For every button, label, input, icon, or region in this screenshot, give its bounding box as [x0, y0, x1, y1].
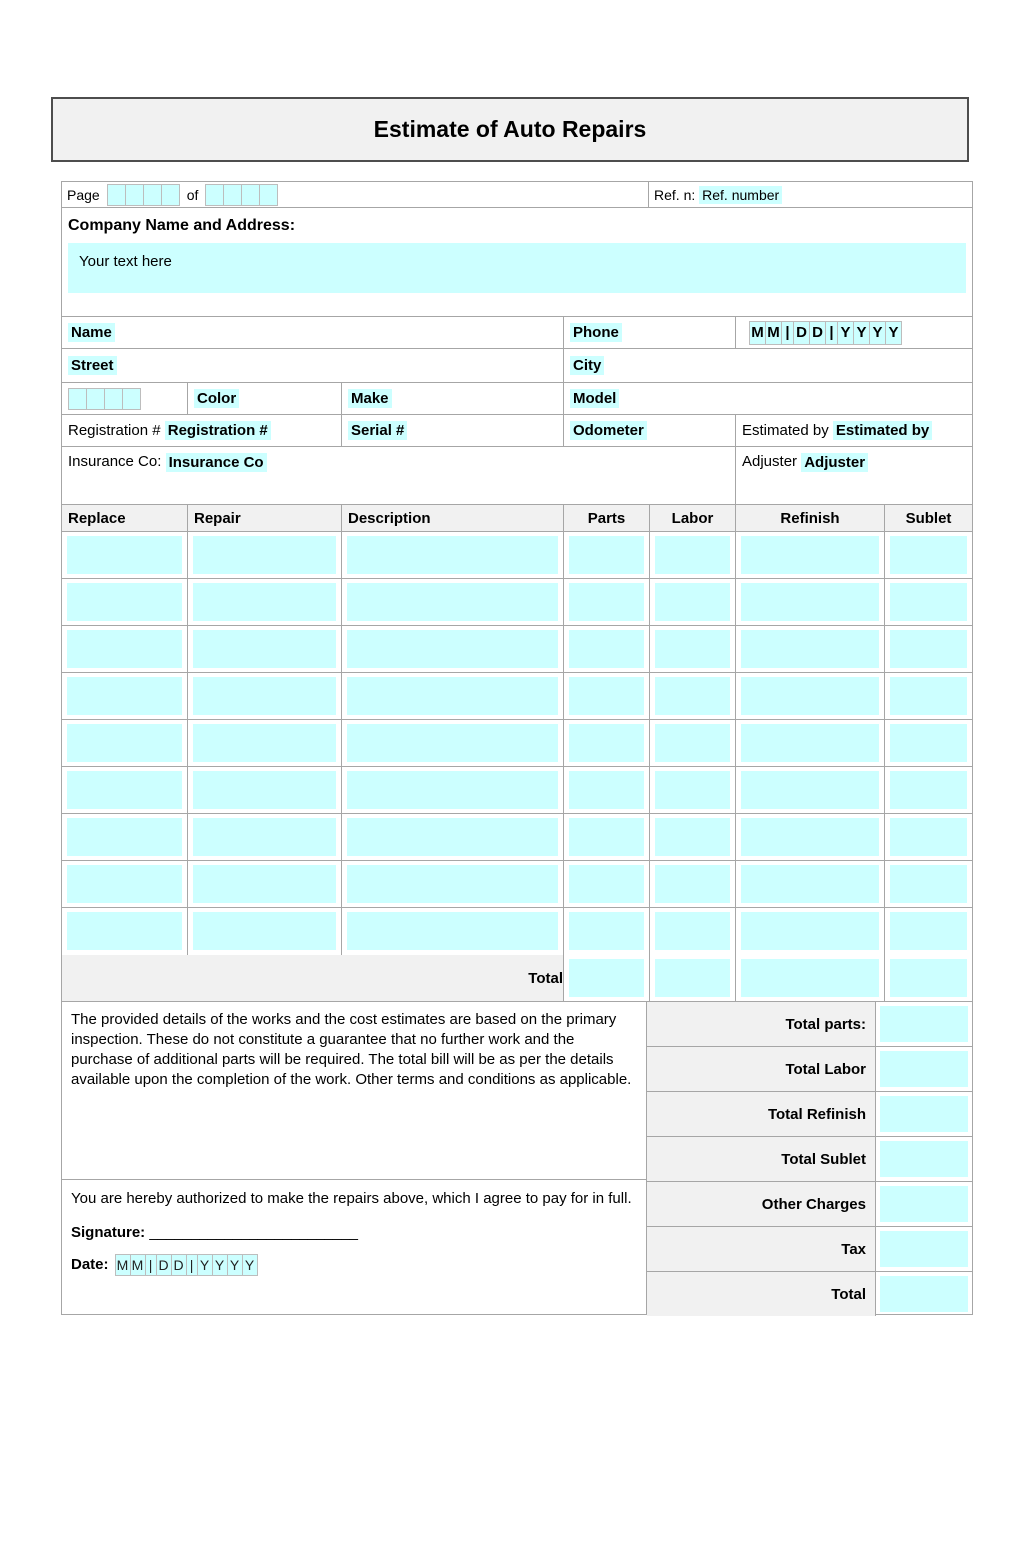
labor-input[interactable]	[655, 724, 730, 762]
insurance-label: Insurance Co:	[68, 453, 162, 470]
repairs-table-row	[62, 532, 972, 579]
adjuster-label: Adjuster	[742, 453, 798, 470]
name-cell	[62, 317, 564, 348]
parts-input[interactable]	[569, 771, 644, 809]
estimated-by-field[interactable]: Estimated by	[833, 421, 932, 440]
page-ref-row	[62, 182, 972, 208]
name-phone-row	[62, 317, 972, 349]
parts-input[interactable]	[569, 583, 644, 621]
totals-row	[647, 1272, 972, 1316]
page-number-field[interactable]	[107, 184, 180, 206]
parts-input[interactable]	[569, 536, 644, 574]
labor-input[interactable]	[655, 771, 730, 809]
description-input[interactable]	[347, 724, 558, 762]
column-header-labor: Labor	[650, 505, 736, 531]
sublet-input[interactable]	[890, 630, 967, 668]
year-field[interactable]	[68, 388, 141, 410]
parts-input[interactable]	[569, 818, 644, 856]
date-char-cell[interactable]: D	[793, 321, 810, 345]
terms-text: The provided details of the works and the cost estimates are based on the primary inspection. These do not constitute a guarantee that no further work and the purchase of additional parts will be required. The total bill will be as per the details available upon the completion of the work. Other terms and conditions as applicable.	[62, 1002, 646, 1180]
totals-row	[647, 1227, 972, 1272]
repairs-table-row	[62, 908, 972, 955]
repair-input[interactable]	[193, 865, 336, 903]
repairs-table-row	[62, 626, 972, 673]
repair-input[interactable]	[193, 912, 336, 950]
replace-input[interactable]	[67, 583, 182, 621]
insurance-field[interactable]: Insurance Co	[166, 453, 267, 472]
column-total-sublet-input[interactable]	[890, 959, 967, 997]
street-cell	[62, 349, 564, 382]
signature-date-row	[71, 1254, 637, 1276]
authorization-text: You are hereby authorized to make the repairs above, which I agree to pay for in full.	[71, 1190, 632, 1207]
repairs-table-row	[62, 814, 972, 861]
date-cell	[736, 317, 972, 348]
page-label: Page	[67, 186, 100, 203]
totals-row	[647, 1002, 972, 1047]
authorization-cell	[62, 1180, 646, 1314]
description-input[interactable]	[347, 818, 558, 856]
totals-row	[647, 1047, 972, 1092]
date-char-cell[interactable]: Y	[837, 321, 854, 345]
description-input[interactable]	[347, 771, 558, 809]
parts-input[interactable]	[569, 865, 644, 903]
page-total-cell[interactable]	[259, 184, 278, 206]
page-total-cell[interactable]	[205, 184, 224, 206]
color-field[interactable]: Color	[194, 389, 239, 408]
model-field[interactable]: Model	[570, 389, 619, 408]
company-label: Company Name and Address:	[68, 217, 296, 234]
column-header-refinish: Refinish	[736, 505, 885, 531]
page-number-cell[interactable]	[107, 184, 126, 206]
city-cell	[564, 349, 972, 382]
description-input[interactable]	[347, 583, 558, 621]
date-char-cell[interactable]: Y	[853, 321, 870, 345]
parts-input[interactable]	[569, 630, 644, 668]
model-cell	[564, 383, 972, 414]
repairs-table-body	[62, 532, 972, 955]
repair-input[interactable]	[193, 677, 336, 715]
make-cell	[342, 383, 564, 414]
description-input[interactable]	[347, 677, 558, 715]
tax-input[interactable]	[880, 1231, 968, 1267]
estimate-date-field[interactable]	[749, 321, 902, 345]
labor-input[interactable]	[655, 583, 730, 621]
signature-line[interactable]: _________________________	[149, 1223, 358, 1241]
page-number-cell[interactable]	[143, 184, 162, 206]
odometer-field[interactable]: Odometer	[570, 421, 647, 440]
date-char-cell[interactable]: D	[171, 1254, 187, 1276]
signature-row	[71, 1223, 637, 1243]
year-char-cell[interactable]	[86, 388, 105, 410]
description-input[interactable]	[347, 912, 558, 950]
column-total-refinish-input[interactable]	[741, 959, 879, 997]
color-cell	[188, 383, 342, 414]
company-address-input[interactable]: Your text here	[68, 243, 966, 293]
refinish-input[interactable]	[741, 865, 879, 903]
total-sublet-input[interactable]	[880, 1141, 968, 1177]
replace-input[interactable]	[67, 865, 182, 903]
page-title: Estimate of Auto Repairs	[373, 116, 647, 142]
repairs-table-row	[62, 720, 972, 767]
adjuster-field[interactable]: Adjuster	[801, 453, 868, 472]
column-header-description: Description	[342, 505, 564, 531]
description-input[interactable]	[347, 865, 558, 903]
signature-label: Signature:	[71, 1223, 146, 1241]
sublet-input[interactable]	[890, 536, 967, 574]
replace-input[interactable]	[67, 818, 182, 856]
vehicle-row	[62, 383, 972, 415]
repair-input[interactable]	[193, 818, 336, 856]
repair-input[interactable]	[193, 536, 336, 574]
page-number-cell[interactable]	[161, 184, 180, 206]
make-field[interactable]: Make	[348, 389, 392, 408]
company-row	[62, 208, 972, 317]
date-separator-cell: |	[825, 321, 838, 345]
date-char-cell[interactable]: M	[749, 321, 766, 345]
date-char-cell[interactable]: M	[115, 1254, 131, 1276]
column-total-parts-input[interactable]	[569, 959, 644, 997]
refinish-input[interactable]	[741, 771, 879, 809]
registration-row	[62, 415, 972, 447]
total-refinish-input[interactable]	[880, 1096, 968, 1132]
refinish-input[interactable]	[741, 912, 879, 950]
refinish-input[interactable]	[741, 818, 879, 856]
insurance-row	[62, 447, 972, 505]
date-char-cell[interactable]: Y	[227, 1254, 243, 1276]
bottom-left-column	[62, 1002, 647, 1314]
page-cell	[62, 182, 649, 207]
replace-input[interactable]	[67, 536, 182, 574]
sublet-input[interactable]	[890, 865, 967, 903]
date-separator-cell: |	[186, 1254, 198, 1276]
table-total-label: Total	[62, 955, 564, 1001]
repair-input[interactable]	[193, 771, 336, 809]
insurance-cell	[62, 447, 736, 504]
column-header-repair: Repair	[188, 505, 342, 531]
adjuster-cell	[736, 447, 972, 504]
total-labor-label: Total Labor	[647, 1047, 876, 1091]
phone-field[interactable]: Phone	[570, 323, 622, 342]
city-field[interactable]: City	[570, 356, 604, 375]
repairs-table-header	[62, 505, 972, 532]
registration-field[interactable]: Registration #	[165, 421, 271, 440]
form-title-box	[51, 97, 969, 162]
column-total-labor-input[interactable]	[655, 959, 730, 997]
ref-cell	[649, 182, 972, 207]
bottom-section	[62, 1002, 972, 1314]
refinish-input[interactable]	[741, 630, 879, 668]
estimate-form	[61, 181, 973, 1315]
labor-input[interactable]	[655, 677, 730, 715]
sublet-input[interactable]	[890, 912, 967, 950]
repair-input[interactable]	[193, 583, 336, 621]
refinish-input[interactable]	[741, 583, 879, 621]
other-charges-input[interactable]	[880, 1186, 968, 1222]
replace-input[interactable]	[67, 912, 182, 950]
repair-input[interactable]	[193, 724, 336, 762]
replace-input[interactable]	[67, 677, 182, 715]
odometer-cell	[564, 415, 736, 446]
column-header-parts: Parts	[564, 505, 650, 531]
date-char-cell[interactable]: M	[130, 1254, 146, 1276]
total-parts-input[interactable]	[880, 1006, 968, 1042]
total-parts-label: Total parts:	[647, 1002, 876, 1046]
repairs-table-row	[62, 579, 972, 626]
date-char-cell[interactable]: M	[765, 321, 782, 345]
grand-total-input[interactable]	[880, 1276, 968, 1312]
labor-input[interactable]	[655, 818, 730, 856]
labor-input[interactable]	[655, 865, 730, 903]
date-char-cell[interactable]: D	[809, 321, 826, 345]
totals-row	[647, 1137, 972, 1182]
serial-cell	[342, 415, 564, 446]
sublet-input[interactable]	[890, 724, 967, 762]
street-field[interactable]: Street	[68, 356, 117, 375]
labor-input[interactable]	[655, 630, 730, 668]
year-char-cell[interactable]	[68, 388, 87, 410]
year-char-cell[interactable]	[104, 388, 123, 410]
labor-input[interactable]	[655, 912, 730, 950]
page-total-field[interactable]	[205, 184, 278, 206]
year-char-cell[interactable]	[122, 388, 141, 410]
column-header-replace: Replace	[62, 505, 188, 531]
page-total-cell[interactable]	[241, 184, 260, 206]
phone-cell	[564, 317, 736, 348]
labor-input[interactable]	[655, 536, 730, 574]
parts-input[interactable]	[569, 677, 644, 715]
date-char-cell[interactable]: Y	[197, 1254, 213, 1276]
totals-row	[647, 1092, 972, 1137]
registration-label: Registration #	[68, 422, 161, 439]
total-sublet-label: Total Sublet	[647, 1137, 876, 1181]
estimated-by-cell	[736, 415, 972, 446]
of-label: of	[186, 186, 199, 203]
date-char-cell[interactable]: Y	[212, 1254, 228, 1276]
tax-label: Tax	[647, 1227, 876, 1271]
repairs-table-row	[62, 767, 972, 814]
refinish-input[interactable]	[741, 677, 879, 715]
table-total-row	[62, 955, 972, 1002]
grand-total-label: Total	[647, 1272, 876, 1316]
column-header-sublet: Sublet	[905, 509, 952, 527]
estimated-by-label: Estimated by	[742, 422, 829, 439]
sublet-input[interactable]	[890, 771, 967, 809]
name-field[interactable]: Name	[68, 323, 115, 342]
total-labor-input[interactable]	[880, 1051, 968, 1087]
sublet-input[interactable]	[890, 583, 967, 621]
repairs-table-row	[62, 861, 972, 908]
totals-column	[647, 1002, 972, 1314]
repairs-table-row	[62, 673, 972, 720]
date-separator-cell: |	[145, 1254, 157, 1276]
date-char-cell[interactable]: D	[156, 1254, 172, 1276]
replace-input[interactable]	[67, 771, 182, 809]
registration-cell	[62, 415, 342, 446]
parts-input[interactable]	[569, 724, 644, 762]
page-number-cell[interactable]	[125, 184, 144, 206]
signature-date-field[interactable]	[115, 1254, 258, 1276]
description-input[interactable]	[347, 536, 558, 574]
replace-input[interactable]	[67, 630, 182, 668]
refinish-input[interactable]	[741, 536, 879, 574]
description-input[interactable]	[347, 630, 558, 668]
sublet-input[interactable]	[890, 818, 967, 856]
ref-label: Ref. n:	[654, 186, 696, 203]
serial-field[interactable]: Serial #	[348, 421, 407, 440]
total-refinish-label: Total Refinish	[647, 1092, 876, 1136]
repair-input[interactable]	[193, 630, 336, 668]
parts-input[interactable]	[569, 912, 644, 950]
date-label: Date:	[71, 1256, 109, 1274]
date-separator-cell: |	[781, 321, 794, 345]
sublet-input[interactable]	[890, 677, 967, 715]
page-total-cell[interactable]	[223, 184, 242, 206]
totals-row	[647, 1182, 972, 1227]
year-cell	[62, 383, 188, 414]
street-city-row	[62, 349, 972, 383]
replace-input[interactable]	[67, 724, 182, 762]
ref-number-field[interactable]: Ref. number	[699, 186, 782, 204]
date-char-cell[interactable]: Y	[242, 1254, 258, 1276]
date-char-cell[interactable]: Y	[869, 321, 886, 345]
other-charges-label: Other Charges	[647, 1182, 876, 1226]
date-char-cell[interactable]: Y	[885, 321, 902, 345]
refinish-input[interactable]	[741, 724, 879, 762]
